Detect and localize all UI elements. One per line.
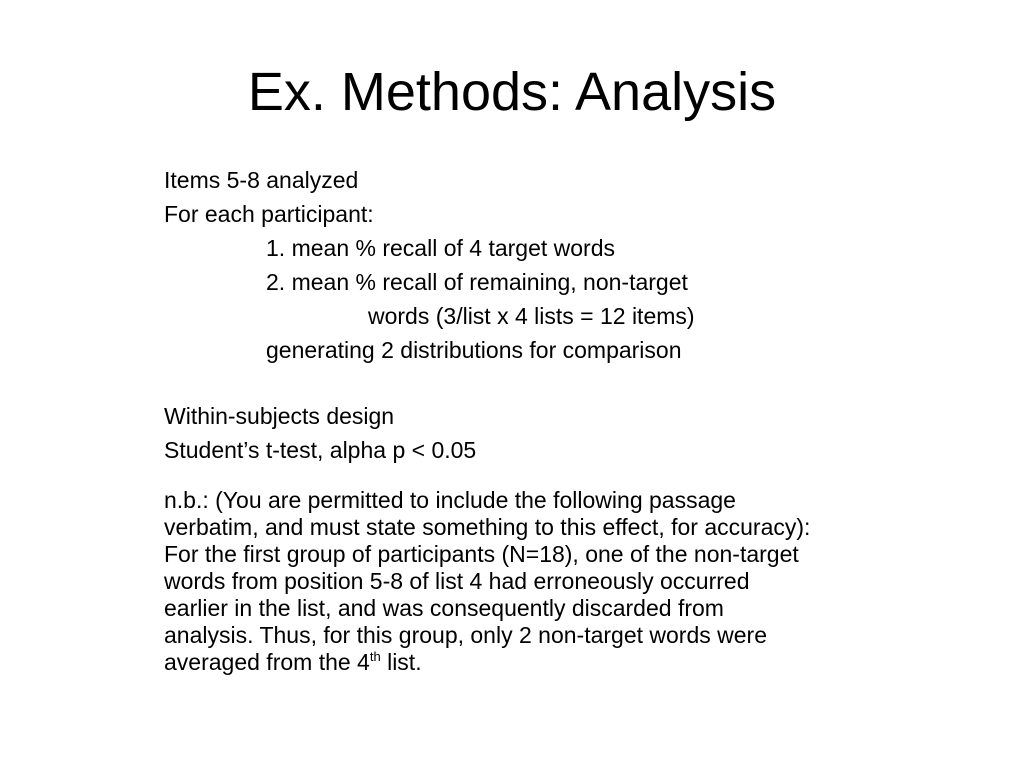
body-line-for-each-participant: For each participant:: [164, 201, 374, 227]
note-text: averaged from the 4: [164, 649, 370, 675]
slide-title: Ex. Methods: Analysis: [247, 62, 777, 122]
note-paragraph: [164, 487, 984, 676]
note-line: n.b.: (You are permitted to include the following passage: [164, 487, 736, 513]
spacer: [164, 467, 1004, 487]
ordinal-superscript: th: [369, 649, 381, 664]
body-line-nontarget-recall: 2. mean % recall of remaining, non-target: [266, 269, 688, 295]
note-line: analysis. Thus, for this group, only 2 non-target words were: [164, 622, 767, 648]
spacer: [164, 367, 1004, 399]
note-line: verbatim, and must state something to this effect, for accuracy):: [164, 514, 811, 540]
body-line-distributions: generating 2 distributions for comparison: [266, 337, 682, 363]
body-line-items-analyzed: Items 5-8 analyzed: [164, 167, 359, 193]
note-line: words from position 5-8 of list 4 had erroneously occurred: [164, 568, 750, 594]
note-line: earlier in the list, and was consequently discarded from: [164, 595, 724, 621]
slide-body: [164, 163, 1004, 676]
note-line: For the first group of participants (N=18), one of the non-target: [164, 541, 799, 567]
note-text: list.: [380, 649, 422, 675]
body-line-nontarget-detail: words (3/list x 4 lists = 12 items): [368, 303, 695, 329]
body-line-target-recall: 1. mean % recall of 4 target words: [266, 235, 615, 261]
note-line-last: [164, 649, 984, 676]
body-line-ttest: Student’s t-test, alpha p < 0.05: [164, 437, 477, 463]
body-line-design: Within-subjects design: [164, 403, 395, 429]
